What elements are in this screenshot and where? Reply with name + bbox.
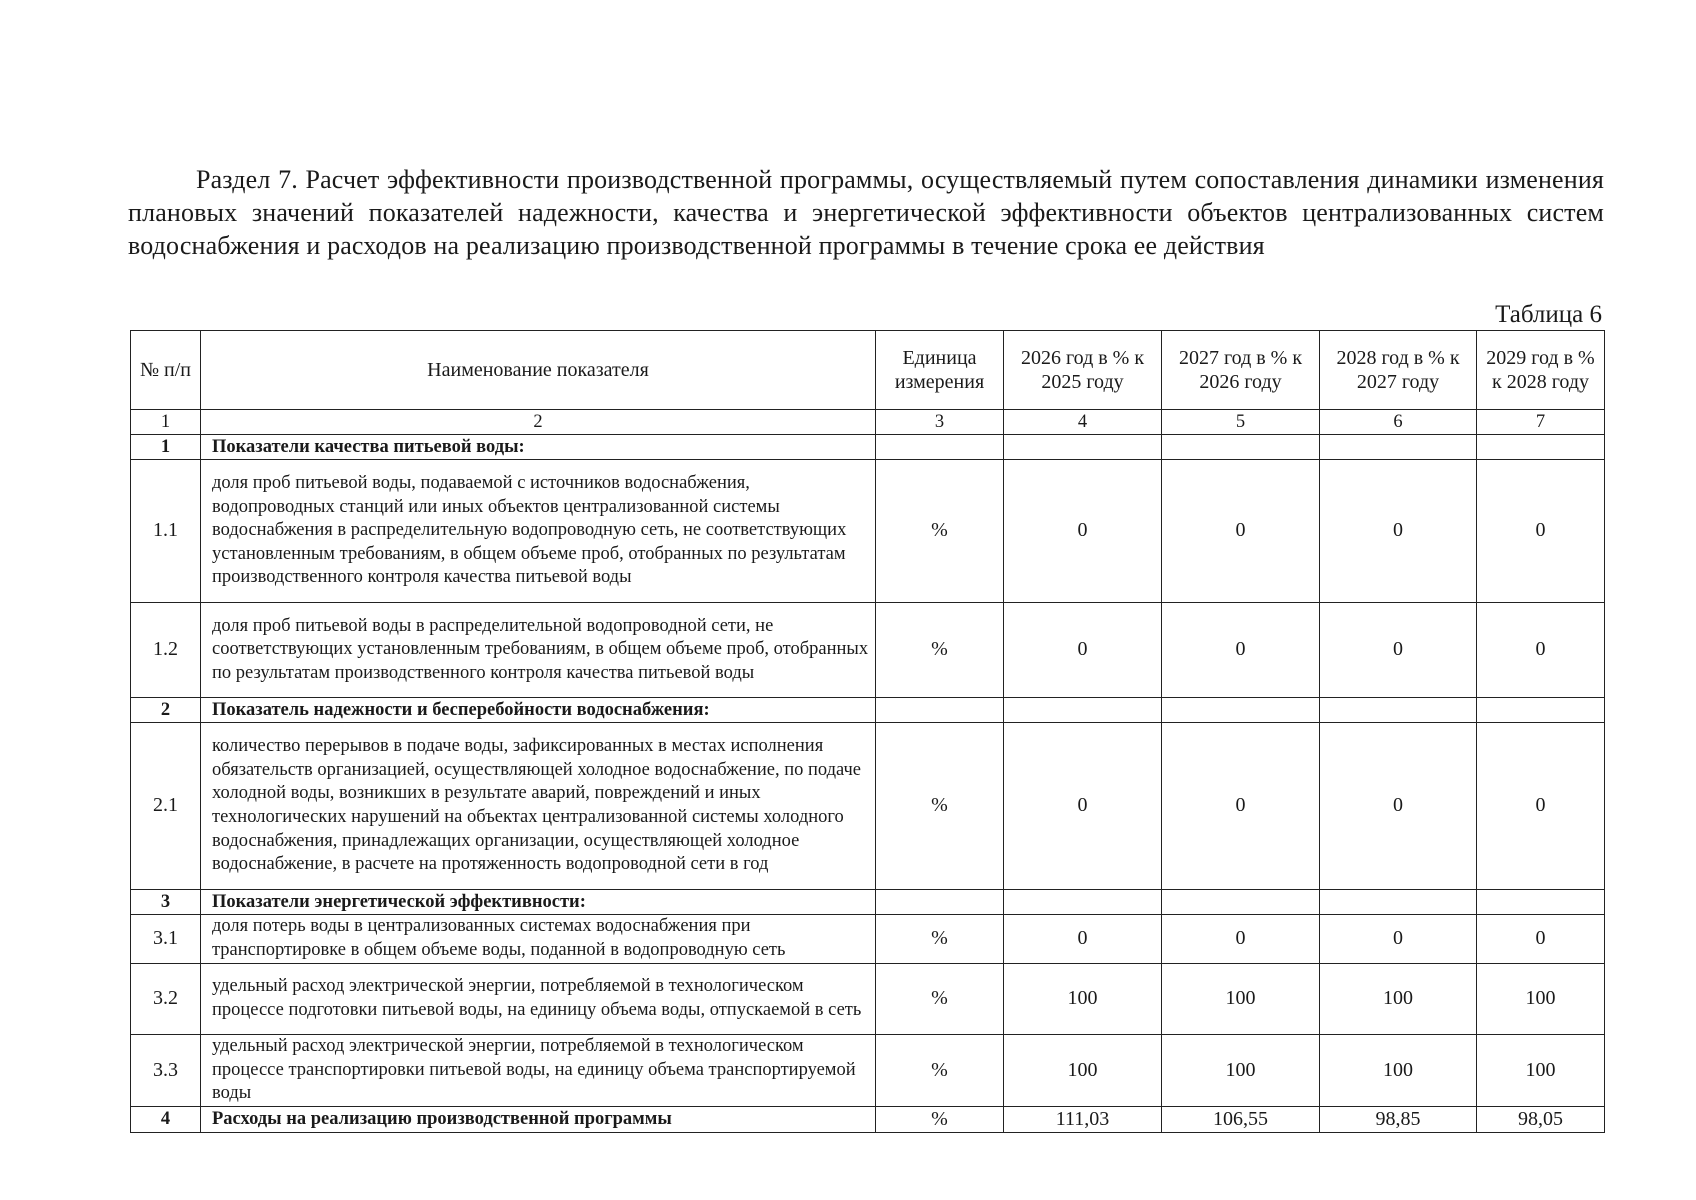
row-num: 3.3 [131, 1035, 201, 1107]
section-row-reliability [131, 698, 1605, 723]
row-num: 2.1 [131, 723, 201, 890]
row-name: Расходы на реализацию производственной программы [201, 1106, 876, 1132]
row-value-2028: 100 [1320, 1035, 1477, 1107]
section-num: 1 [131, 435, 201, 460]
row-name: доля проб питьевой воды в распределительной водопроводной сети, не соответствующих установленным требованиям, в общем объеме проб, отобранных по результатам производственного контроля качества питьевой воды [201, 603, 876, 698]
row-value-2029: 0 [1477, 460, 1605, 603]
row-value-2026: 0 [1004, 723, 1162, 890]
section-num: 2 [131, 698, 201, 723]
column-number: 4 [1004, 410, 1162, 435]
row-name: количество перерывов в подаче воды, зафиксированных в местах исполнения обязательств организацией, осуществляющей холодное водоснабжение, по подаче холодной воды, возникших в результате аварий, повреждений и иных технологических нарушений на объектах централизованной системы холодного водоснабжения, принадлежащих организации, осуществляющей холодное водоснабжение, в расчете на протяженность водопроводной сети в год [201, 723, 876, 890]
section-title: Показатель надежности и бесперебойности водоснабжения: [201, 698, 876, 723]
row-value-2028: 0 [1320, 603, 1477, 698]
section-row-quality [131, 435, 1605, 460]
row-value-2029: 100 [1477, 1035, 1605, 1107]
row-value-2029: 0 [1477, 603, 1605, 698]
column-number: 7 [1477, 410, 1605, 435]
header-name: Наименование показателя [201, 331, 876, 410]
row-value-2027: 106,55 [1162, 1106, 1320, 1132]
row-name: удельный расход электрической энергии, потребляемой в технологическом процессе подготовки питьевой воды, на единицу объема воды, отпускаемой в сеть [201, 964, 876, 1035]
header-2028: 2028 год в % к 2027 году [1320, 331, 1477, 410]
table-row [131, 964, 1605, 1035]
row-name: доля потерь воды в централизованных системах водоснабжения при транспортировке в общем объеме воды, поданной в водопроводную сеть [201, 915, 876, 964]
row-value-2026: 111,03 [1004, 1106, 1162, 1132]
row-value-2028: 0 [1320, 460, 1477, 603]
column-number-row [131, 410, 1605, 435]
row-value-2026: 100 [1004, 964, 1162, 1035]
row-name: доля проб питьевой воды, подаваемой с источников водоснабжения, водопроводных станций или иных объектов централизованной системы водоснабжения в распределительную водопроводную сеть, не соответствующих установленным требованиям, в общем объеме проб, отобранных по результатам производственного контроля качества питьевой воды [201, 460, 876, 603]
row-value-2029: 100 [1477, 964, 1605, 1035]
row-value-2028: 98,85 [1320, 1106, 1477, 1132]
row-value-2028: 0 [1320, 723, 1477, 890]
row-unit: % [876, 915, 1004, 964]
row-value-2027: 0 [1162, 460, 1320, 603]
table-row [131, 915, 1605, 964]
row-num: 1.2 [131, 603, 201, 698]
header-row [131, 331, 1605, 410]
section-heading: Раздел 7. Расчет эффективности производственной программы, осуществляемый путем сопоставления динамики изменения плановых значений показателей надежности, качества и энергетической эффективности объектов централизованных систем водоснабжения и расходов на реализацию производственной программы в течение срока ее действия [128, 165, 1604, 260]
row-unit: % [876, 460, 1004, 603]
row-value-2029: 0 [1477, 915, 1605, 964]
table-row [131, 603, 1605, 698]
table-row [131, 723, 1605, 890]
column-number: 1 [131, 410, 201, 435]
row-num: 3.1 [131, 915, 201, 964]
table-row-expenses [131, 1106, 1605, 1132]
row-value-2026: 0 [1004, 603, 1162, 698]
section-num: 3 [131, 890, 201, 915]
row-value-2029: 0 [1477, 723, 1605, 890]
section-row-energy [131, 890, 1605, 915]
row-num: 1.1 [131, 460, 201, 603]
header-2029: 2029 год в % к 2028 году [1477, 331, 1605, 410]
column-number: 3 [876, 410, 1004, 435]
row-value-2029: 98,05 [1477, 1106, 1605, 1132]
row-unit: % [876, 1106, 1004, 1132]
row-num: 3.2 [131, 964, 201, 1035]
row-value-2027: 0 [1162, 915, 1320, 964]
column-number: 2 [201, 410, 876, 435]
column-number: 5 [1162, 410, 1320, 435]
row-value-2028: 100 [1320, 964, 1477, 1035]
row-unit: % [876, 1035, 1004, 1107]
row-value-2026: 0 [1004, 460, 1162, 603]
row-unit: % [876, 723, 1004, 890]
row-num: 4 [131, 1106, 201, 1132]
section-title: Показатели энергетической эффективности: [201, 890, 876, 915]
row-value-2027: 100 [1162, 964, 1320, 1035]
row-value-2027: 0 [1162, 603, 1320, 698]
row-name: удельный расход электрической энергии, потребляемой в технологическом процессе транспортировки питьевой воды, на единицу объема транспортируемой воды [201, 1035, 876, 1107]
row-unit: % [876, 964, 1004, 1035]
row-unit: % [876, 603, 1004, 698]
header-unit: Единица измерения [876, 331, 1004, 410]
row-value-2028: 0 [1320, 915, 1477, 964]
table-caption: Таблица 6 [1495, 301, 1602, 328]
section-title: Показатели качества питьевой воды: [201, 435, 876, 460]
row-value-2027: 0 [1162, 723, 1320, 890]
row-value-2026: 0 [1004, 915, 1162, 964]
table-row [131, 1035, 1605, 1107]
row-value-2026: 100 [1004, 1035, 1162, 1107]
header-2027: 2027 год в % к 2026 году [1162, 331, 1320, 410]
row-value-2027: 100 [1162, 1035, 1320, 1107]
table-row [131, 460, 1605, 603]
header-num: № п/п [131, 331, 201, 410]
column-number: 6 [1320, 410, 1477, 435]
indicators-table [130, 330, 1605, 1133]
header-2026: 2026 год в % к 2025 году [1004, 331, 1162, 410]
